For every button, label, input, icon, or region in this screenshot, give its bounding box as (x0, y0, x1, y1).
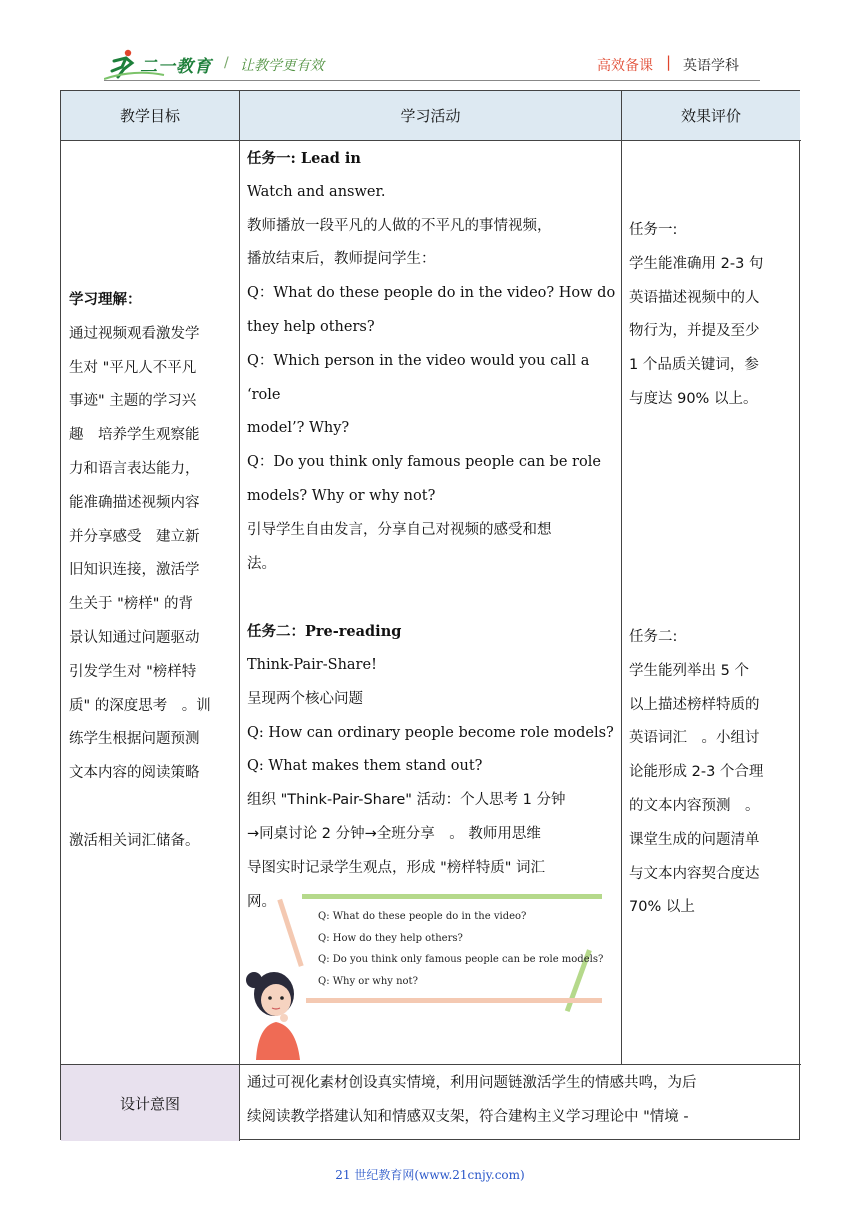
evaluation-line: 学生能准确用 2-3 句 (629, 255, 764, 272)
task1-line: 教师播放一段平凡的人做的不平凡的事情视频， (247, 217, 552, 234)
col-divider (239, 91, 240, 1141)
page-footer: 21 世纪教育网(www.21cnjy.com) (335, 1168, 525, 1182)
design-intent-label: 设计意图 (61, 1065, 239, 1141)
objective-line: 文本内容的阅读策略 (69, 765, 200, 782)
objective-line: 练学生根据问题预测 (69, 731, 200, 748)
page-header (0, 0, 860, 90)
evaluation-line: 的文本内容预测 。 (629, 797, 760, 814)
objective-line: 生对 "平凡人不平凡 (69, 359, 197, 376)
evaluation-line: 70% 以上 (629, 899, 695, 916)
evaluation-line: 1 个品质关键词，参 (629, 357, 759, 374)
task2-line: 网。 (247, 893, 276, 910)
brand-name: 二一教育 (140, 57, 212, 77)
evaluation-line: 英语描述视频中的人 (629, 289, 760, 306)
objective-line (69, 791, 235, 825)
objective-line: 事迹" 主题的学习兴 (69, 393, 197, 410)
task2-line: 呈现两个核心问题 (247, 690, 363, 707)
task1-line: Q：Do you think only famous people can be role (247, 454, 601, 471)
evaluation-line: 物行为，并提及至少 (629, 323, 760, 340)
task1-line: model’? Why? (247, 420, 350, 437)
design-line: 续阅读教学搭建认知和情感双支架，符合建构主义学习理论中 "情境 - (247, 1108, 689, 1125)
evaluation-line: 与文本内容契合度达 (629, 865, 760, 882)
question-illustration (246, 888, 612, 1060)
task1-line: 法。 (247, 555, 276, 572)
objective-line: 能准确描述视频内容 (69, 494, 200, 511)
task2-line: Q: What makes them stand out? (247, 758, 483, 775)
task2-line: Q: How can ordinary people become role models? (247, 724, 614, 741)
evaluation-line: 与度达 90% 以上。 (629, 390, 758, 407)
objective-line: 趣 培养学生观察能 (69, 427, 200, 444)
tag-subject: 英语学科 (683, 58, 739, 74)
objective-line: 质" 的深度思考 。训 (69, 697, 211, 714)
evaluation-line: 论能形成 2-3 个合理 (629, 764, 764, 781)
task2-line: 组织 "Think-Pair-Share" 活动：个人思考 1 分钟 (247, 792, 566, 809)
col-divider (621, 91, 622, 1065)
evaluation-line: 任务一: (629, 222, 678, 238)
objective-line: 通过视频观看激发学 (69, 325, 200, 342)
slogan-separator: / (224, 55, 229, 71)
evaluation-task1 (629, 214, 795, 417)
design-line: 通过可视化素材创设真实情境，利用问题链激活学生的情感共鸣，为后 (247, 1075, 697, 1091)
design-intent-text (247, 1067, 795, 1135)
thinking-girl-icon (246, 972, 300, 1060)
evaluation-line: 英语词汇 。小组讨 (629, 730, 760, 747)
objective-line: 并分享感受 建立新 (69, 528, 200, 545)
task1-line: Q：What do these people do in the video? How do (247, 285, 616, 302)
evaluation-line: 课堂生成的问题清单 (629, 831, 760, 848)
evaluation-task2 (629, 621, 795, 925)
image-question: Q: Why or why not? (318, 976, 418, 987)
tag-divider: | (666, 53, 672, 71)
col-header-evaluation: 效果评价 (622, 91, 800, 140)
col-header-objective: 教学目标 (61, 91, 239, 140)
objective-line: 生关于 "榜样" 的背 (69, 596, 194, 613)
objective-line: 力和语言表达能力， (69, 460, 200, 477)
tag-efficient-prep: 高效备课 (597, 58, 653, 74)
task1-line: models? Why or why not? (247, 487, 436, 504)
objective-line: 激活相关词汇储备。 (69, 832, 200, 849)
task1-line: 引导学生自由发言，分享自己对视频的感受和想 (247, 521, 552, 538)
image-question: Q: How do they help others? (318, 933, 463, 944)
task1-line: 播放结束后，教师提问学生： (247, 251, 436, 268)
header-rule (104, 80, 760, 81)
task1-title: 任务一: Lead in (247, 150, 361, 167)
activity-cell (247, 142, 617, 919)
task2-line: →同桌讨论 2 分钟→全班分享 。 教师用思维 (247, 825, 541, 842)
evaluation-line: 学生能列举出 5 个 (629, 662, 749, 679)
evaluation-line: 任务二: (629, 629, 678, 645)
task1-line: they help others? (247, 318, 375, 335)
objective-line: 引发学生对 "榜样特 (69, 663, 197, 680)
col-header-activity: 学习活动 (240, 91, 621, 140)
task2-line: Think-Pair-Share! (247, 656, 377, 673)
slogan: 让教学更有效 (240, 58, 324, 74)
image-question: Q: Do you think only famous people can be role models? (318, 954, 604, 965)
objective-cell (69, 284, 235, 859)
objective-title: 学习理解： (69, 292, 142, 308)
objective-line: 景认知通过问题驱动 (69, 629, 200, 646)
task1-line: Q：Which person in the video would you call a ‘role (247, 352, 590, 403)
evaluation-line: 以上描述榜样特质的 (629, 696, 760, 713)
objective-line: 旧知识连接，激活学 (69, 562, 200, 579)
spacer (247, 581, 617, 615)
image-question: Q: What do these people do in the video? (318, 911, 527, 922)
task2-line: 导图实时记录学生观点，形成 "榜样特质" 词汇 (247, 859, 546, 876)
row-divider (61, 140, 801, 141)
task2-title: 任务二：Pre-reading (247, 623, 402, 641)
task1-line: Watch and answer. (247, 183, 386, 200)
